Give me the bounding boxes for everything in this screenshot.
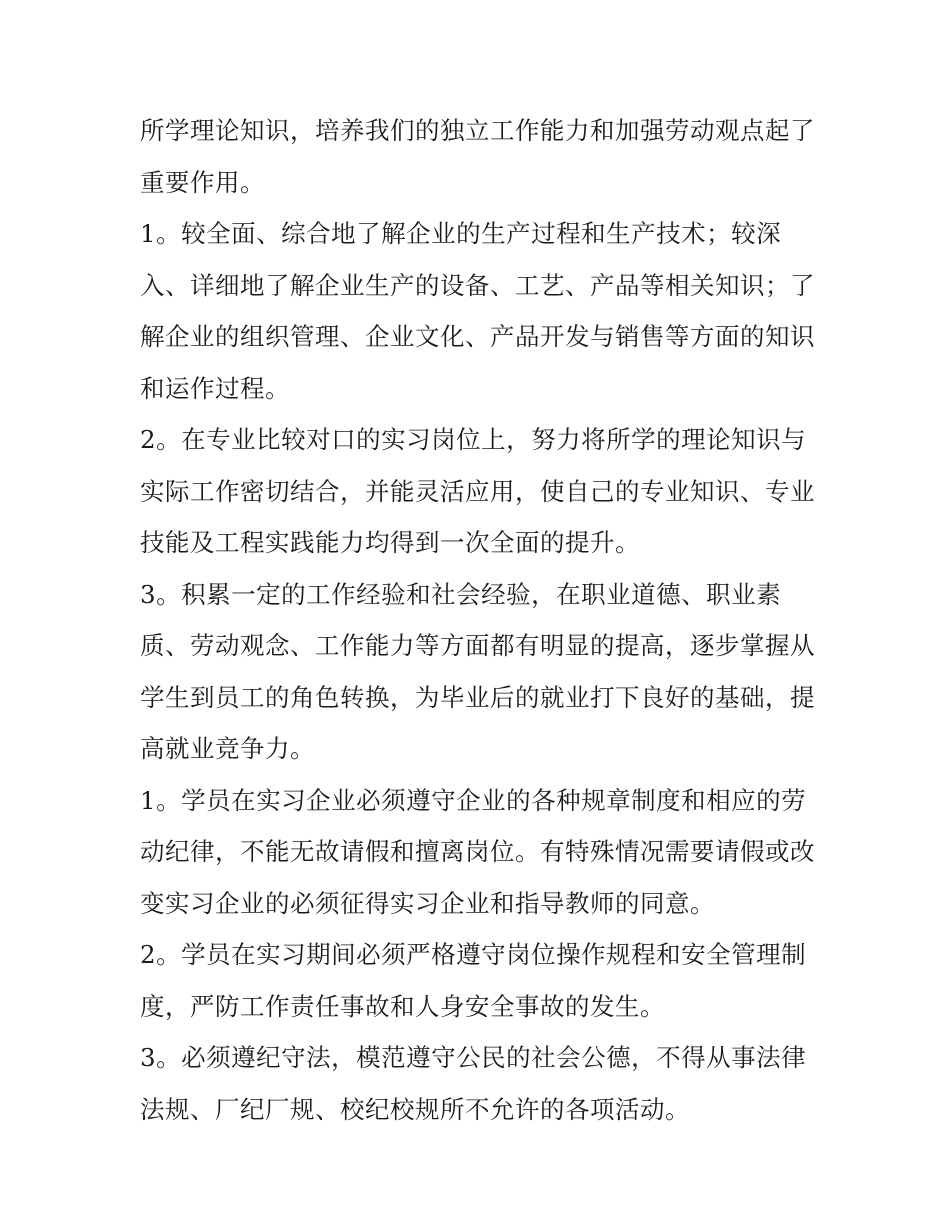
text-line: 重要作用。: [140, 167, 265, 197]
text-line: 2。学员在实习期间必须严格遵守岗位操作规程和安全管理制: [140, 940, 807, 969]
text-line: 质、劳动观念、工作能力等方面都有明显的提高，逐步掌握从: [140, 631, 815, 660]
text-line: 动纪律，不能无故请假和擅离岗位。有特殊情况需要请假或改: [140, 837, 815, 866]
text-line: 2。在专业比较对口的实习岗位上，努力将所学的理论知识与: [140, 425, 807, 454]
text-line: 1。学员在实习企业必须遵守企业的各种规章制度和相应的劳: [140, 785, 807, 815]
text-line: 所学理论知识，培养我们的独立工作能力和加强劳动观点起了: [140, 116, 815, 145]
text-line: 学生到员工的角色转换，为毕业后的就业打下良好的基础，提: [140, 682, 815, 712]
text-line: 1。较全面、综合地了解企业的生产过程和生产技术；较深: [140, 219, 782, 248]
document-body: [140, 105, 820, 1135]
text-line: 入、详细地了解企业生产的设备、工艺、产品等相关知识；了: [140, 270, 815, 300]
text-line: 技能及工程实践能力均得到一次全面的提升。: [140, 528, 640, 557]
text-line: 实际工作密切结合，并能灵活应用，使自己的专业知识、专业: [140, 476, 815, 506]
text-line: 3。积累一定的工作经验和社会经验，在职业道德、职业素: [140, 579, 782, 609]
text-line: 高就业竞争力。: [140, 734, 315, 763]
text-line: 变实习企业的必须征得实习企业和指导教师的同意。: [140, 888, 715, 918]
text-line: 解企业的组织管理、企业文化、产品开发与销售等方面的知识: [140, 322, 815, 351]
text-line: 度，严防工作责任事故和人身安全事故的发生。: [140, 991, 665, 1021]
text-line: 和运作过程。: [140, 373, 290, 403]
text-line: 3。必须遵纪守法，模范遵守公民的社会公德，不得从事法律: [140, 1043, 807, 1072]
text-line: 法规、厂纪厂规、校纪校规所不允许的各项活动。: [140, 1094, 690, 1124]
